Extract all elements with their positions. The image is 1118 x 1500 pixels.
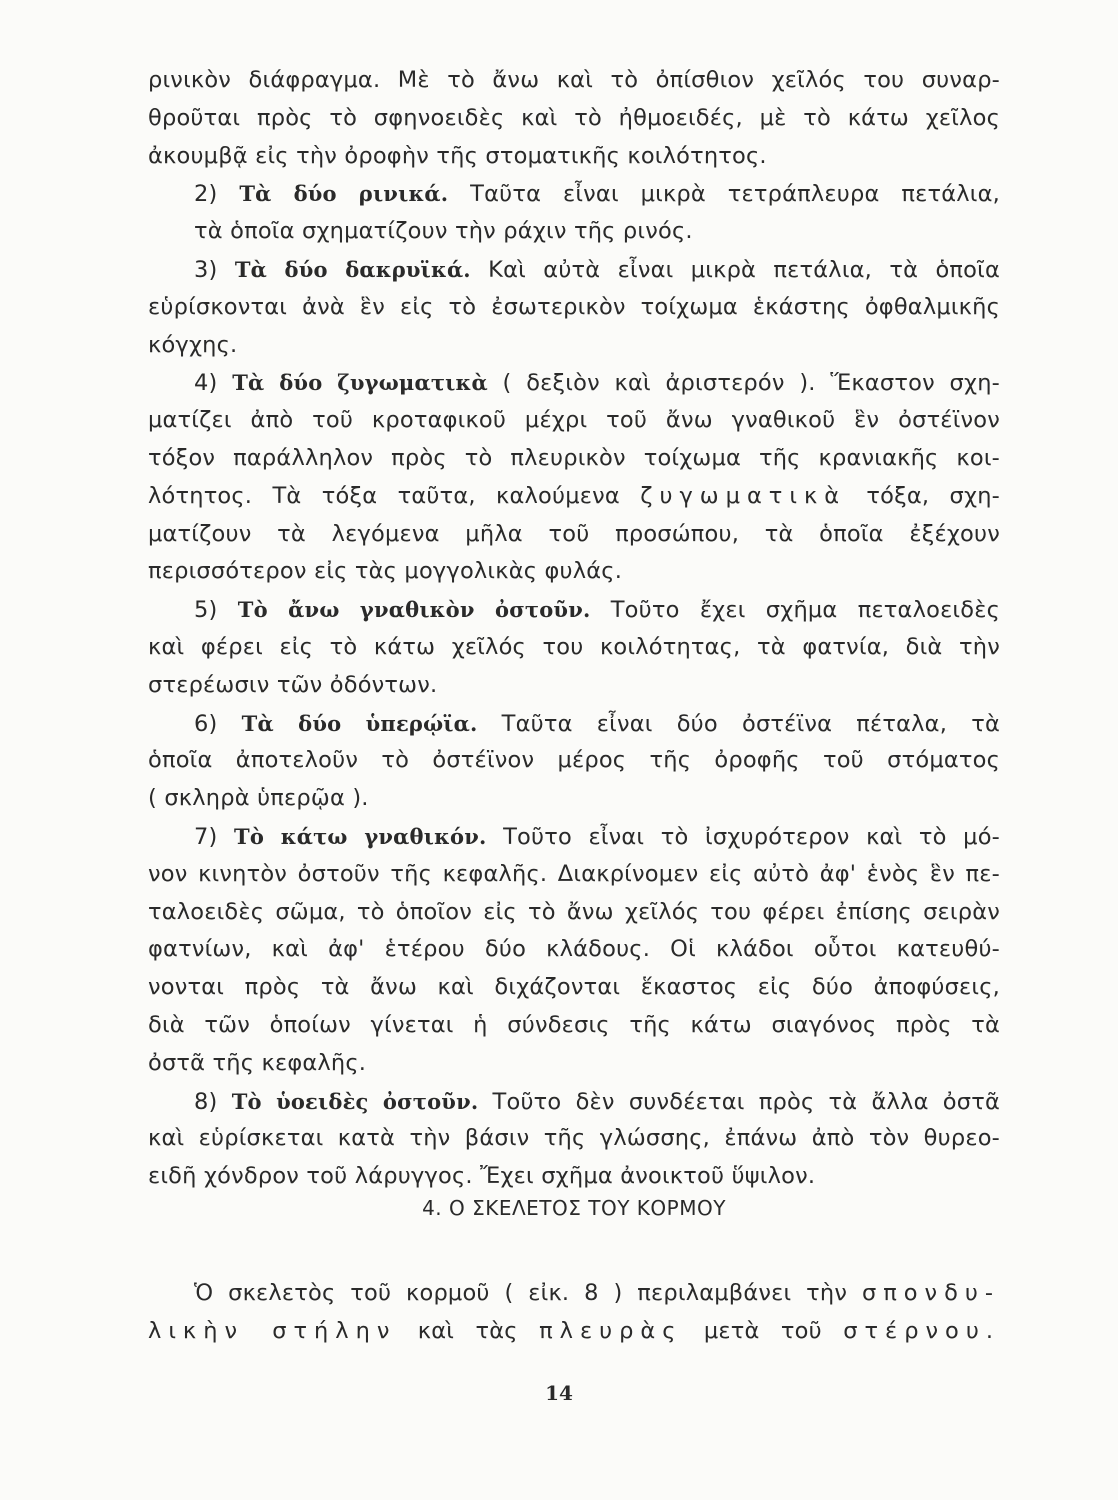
text-line: ὁποῖα ἀποτελοῦν τὸ ὀστέϊνον μέρος τῆς ὀροφῆς τοῦ στόματος xyxy=(148,747,1000,774)
spaced-term: λικὴν στήλην xyxy=(148,1317,397,1344)
text-line: 7) Τὸ κάτω γναθικόν. Τοῦτο εἶναι τὸ ἰσχυρότερον καὶ τὸ μό- xyxy=(194,823,1000,850)
spaced-term: πλευρὰς xyxy=(539,1317,683,1344)
text-line: Ὁ σκελετὸς τοῦ κορμοῦ ( εἰκ. 8 ) περιλαμβάνει τὴν σπονδυ- xyxy=(194,1280,1000,1306)
text-line: ρινικὸν διάφραγμα. Μὲ τὸ ἄνω καὶ τὸ ὀπίσθιον χεῖλός του συναρ- xyxy=(148,67,1000,93)
text-line: ειδῆ χόνδρον τοῦ λάρυγγος. Ἔχει σχῆμα ἀνοικτοῦ ὕψιλον. xyxy=(148,1163,816,1190)
text-line: 4) Τὰ δύο ζυγωματικὰ ( δεξιὸν καὶ ἀριστερόν ). Ἕκαστον σχη- xyxy=(194,370,1000,397)
text-line: νονται πρὸς τὰ ἄνω καὶ διχάζονται ἕκαστος εἰς δύο ἀποφύσεις, xyxy=(148,974,1000,1001)
text-line: κόγχης. xyxy=(148,331,238,358)
bold-term: Τὸ κάτω γναθικόν. xyxy=(234,823,487,849)
text-line: ( σκληρὰ ὑπερῷα ). xyxy=(148,785,369,812)
text-line: καὶ φέρει εἰς τὸ κάτω χεῖλός του κοιλότητας, τὰ φατνία, διὰ τὴν xyxy=(148,633,1000,660)
text-line: ταλοειδὲς σῶμα, τὸ ὁποῖον εἰς τὸ ἄνω χεῖλός του φέρει ἐπίσης σειρὰν xyxy=(148,898,1000,925)
text-line: καὶ εὑρίσκεται κατὰ τὴν βάσιν τῆς γλώσσης, ἐπάνω ἀπὸ τὸν θυρεο- xyxy=(148,1125,1000,1152)
text-line: περισσότερον εἰς τὰς μογγολικὰς φυλάς. xyxy=(148,558,623,585)
spaced-term: ζυγωματικὰ xyxy=(640,482,847,509)
section-heading: 4. Ο ΣΚΕΛΕΤΟΣ ΤΟΥ ΚΟΡΜΟΥ xyxy=(422,1196,726,1220)
spaced-term: στέρνου. xyxy=(843,1317,1000,1344)
text-line: τόξον παράλληλον πρὸς τὸ πλευρικὸν τοίχωμα τῆς κρανιακῆς κοι- xyxy=(148,444,1000,471)
text-line: τὰ ὁποῖα σχηματίζουν τὴν ράχιν τῆς ρινός. xyxy=(194,218,693,245)
text-line: στερέωσιν τῶν ὀδόντων. xyxy=(148,671,438,698)
bold-term: Τὸ ἄνω γναθικὸν ὀστοῦν. xyxy=(237,597,591,623)
text-line: εὑρίσκονται ἀνὰ ἓν εἰς τὸ ἐσωτερικὸν τοίχωμα ἑκάστης ὀφθαλμικῆς xyxy=(148,293,1000,320)
text-line: νον κινητὸν ὀστοῦν τῆς κεφαλῆς. Διακρίνομεν εἰς αὐτὸ ἀφ' ἑνὸς ἓν πε- xyxy=(148,860,1000,887)
bold-term: Τὰ δύο ρινικά. xyxy=(239,181,449,207)
text-line: 3) Τὰ δύο δακρυϊκά. Καὶ αὐτὰ εἶναι μικρὰ πετάλια, τὰ ὁποῖα xyxy=(194,256,1000,283)
bold-term: Τὰ δύο δακρυϊκά. xyxy=(234,256,471,282)
body-text xyxy=(148,62,1000,1196)
bold-term: Τὸ ὑοειδὲς ὀστοῦν. xyxy=(231,1088,479,1114)
text-line: 6) Τὰ δύο ὑπερῴϊα. Ταῦτα εἶναι δύο ὀστέϊνα πέταλα, τὰ xyxy=(194,710,1000,737)
text-line: φατνίων, καὶ ἀφ' ἑτέρου δύο κλάδους. Οἱ κλάδοι οὗτοι κατευθύ- xyxy=(148,936,1000,963)
spaced-term: σπονδυ- xyxy=(861,1280,1000,1306)
text-line: λότητος. Τὰ τόξα ταῦτα, καλούμενα ζυγωματικὰ τόξα, σχη- xyxy=(148,482,1000,509)
text-line: ματίζει ἀπὸ τοῦ κροταφικοῦ μέχρι τοῦ ἄνω γναθικοῦ ἓν ὀστέϊνον xyxy=(148,407,1000,434)
bold-term: Τὰ δύο ὑπερῴϊα. xyxy=(241,710,478,736)
page-number: 14 xyxy=(545,1381,573,1405)
text-line: ἀκουμβᾷ εἰς τὴν ὀροφὴν τῆς στοματικῆς κοιλότητος. xyxy=(148,142,767,169)
text-line: λικὴν στήλην καὶ τὰς πλευρὰς μετὰ τοῦ στέρνου. xyxy=(148,1317,1000,1344)
text-line: ὀστᾶ τῆς κεφαλῆς. xyxy=(148,1049,367,1076)
text-line: διὰ τῶν ὁποίων γίνεται ἡ σύνδεσις τῆς κάτω σιαγόνος πρὸς τὰ xyxy=(148,1011,1000,1038)
section-intro xyxy=(148,1275,1000,1351)
text-line: 5) Τὸ ἄνω γναθικὸν ὀστοῦν. Τοῦτο ἔχει σχῆμα πεταλοειδὲς xyxy=(194,597,1000,624)
text-line: 8) Τὸ ὑοειδὲς ὀστοῦν. Τοῦτο δὲν συνδέεται πρὸς τὰ ἄλλα ὀστᾶ xyxy=(194,1088,1000,1115)
text-line: ματίζουν τὰ λεγόμενα μῆλα τοῦ προσώπου, τὰ ὁποῖα ἐξέχουν xyxy=(148,520,1000,547)
text-line: 2) Τὰ δύο ρινικά. Ταῦτα εἶναι μικρὰ τετράπλευρα πετάλια, xyxy=(194,181,1000,208)
bold-term: Τὰ δύο ζυγωματικὰ xyxy=(232,370,488,396)
text-line: θροῦται πρὸς τὸ σφηνοειδὲς καὶ τὸ ἠθμοειδές, μὲ τὸ κάτω χεῖλος xyxy=(148,104,1000,131)
